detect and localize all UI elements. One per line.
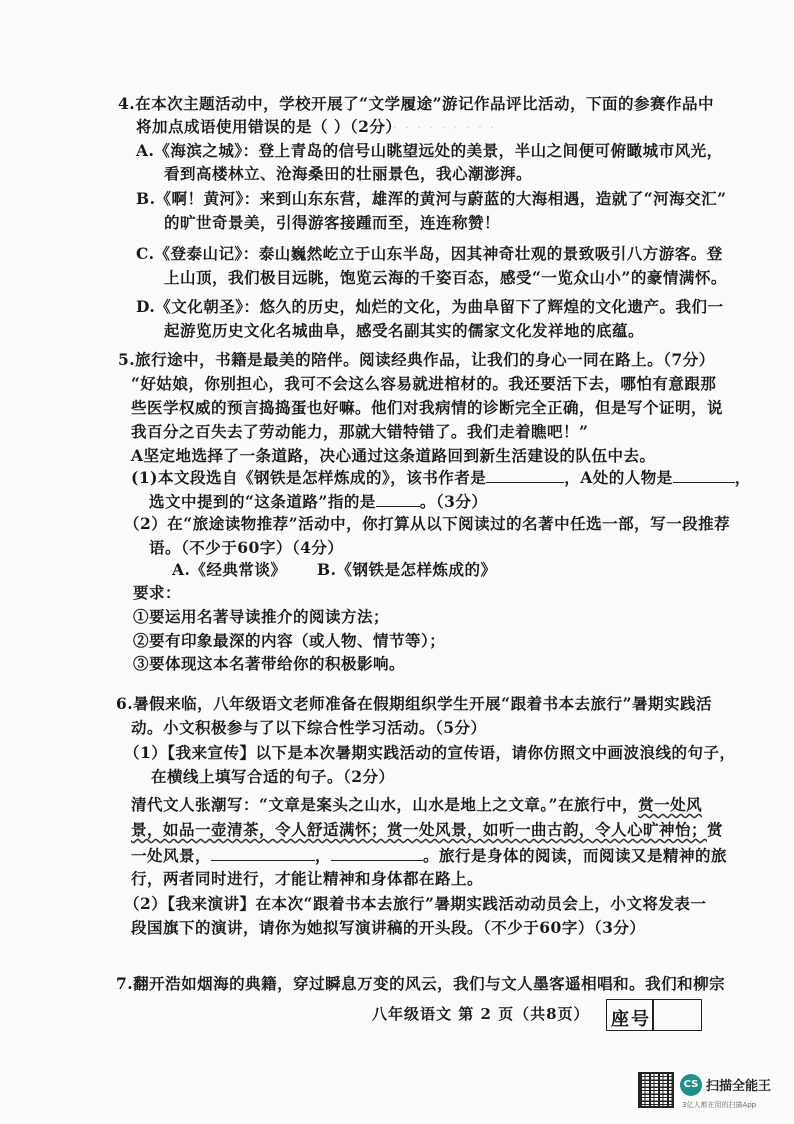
q5-requirement-3: ③要体现这本名著带给你的积极影响。 — [133, 654, 406, 673]
q4-option-a-line1: A.《海滨之城》：登上青岛的信号山眺望远处的美景，半山之间便可俯瞰城市风光， — [136, 141, 723, 160]
q6-sub2-line2: 段国旗下的演讲，请你为她拟写演讲稿的开头段。（不少于60字）（3分） — [131, 918, 646, 937]
seat-divider — [652, 1000, 654, 1030]
q7-stem: 7.翻开浩如烟海的典籍，穿过瞬息万变的风云，我们与文人墨客遥相唱和。我们和柳宗 — [116, 974, 726, 993]
seat-label: 座号 — [611, 1009, 651, 1030]
q6-quote-line1: 清代文人张潮写：“文章是案头之山水，山水是地上之文章。”在旅行中，赏一处风 — [131, 795, 703, 814]
q6-quote-line3: 一处风景， ， 。旅行是身体的阅读，而阅读又是精神的旅 — [131, 846, 728, 865]
q5-sub2-line2: 语。（不少于60字）（4分） — [149, 538, 344, 557]
q5-sub2-line1: （2）在“旅途读物推荐”活动中，你打算从以下阅读过的名著中任选一部，写一段推荐 — [124, 514, 731, 533]
seat-number-box — [606, 999, 702, 1031]
blank-sentence-2[interactable] — [331, 845, 423, 861]
q4-option-a-line2: 看到高楼林立、沧海桑田的壮丽景色，我心潮澎湃。 — [164, 164, 533, 183]
q6-quote-line2: 景，如品一壶清茶，令人舒适满怀；赏一处风景，如听一曲古韵，令人心旷神怡；赏 — [131, 820, 724, 839]
scanner-app-name: 扫描全能王 — [706, 1079, 772, 1094]
q5-requirements-label: 要求： — [133, 583, 182, 602]
blank-sentence-1[interactable] — [211, 845, 315, 861]
q4-stem-line1: 4.在本次主题活动中，学校开展了“文学履途”游记作品评比活动，下面的参赛作品中 — [118, 94, 715, 113]
q5-passage-line2: 些医学权威的预言捣捣蛋也好嘛。他们对我病情的诊断完全正确，但是写个证明，说 — [131, 398, 724, 417]
blank-road[interactable] — [376, 491, 420, 507]
q6-sub1-line2: 在横线上填写合适的句子。（2分） — [151, 767, 395, 786]
q4-option-c-line2: 上山顶，我们极目远眺，饱览云海的千姿百态，感受“一览众山小”的豪情满怀。 — [164, 268, 727, 287]
q6-quote-line4: 行，两者同时进行，才能让精神和身体都在路上。 — [131, 869, 484, 888]
q5-option-b: B.《钢铁是怎样炼成的》 — [317, 560, 497, 579]
blank-author[interactable] — [486, 467, 564, 483]
q5-requirement-2: ②要有印象最深的内容（或人物、情节等）； — [133, 631, 446, 650]
q5-passage-line4: A坚定地选择了一条道路，决心通过这条道路回到新生活建设的队伍中去。 — [131, 446, 656, 465]
scanner-app-tagline: 3亿人都在用的扫描App — [682, 1101, 757, 1109]
page-footer: 八年级语文 第 2 页（共8页） — [372, 1005, 590, 1023]
q5-sub1-line1: (1)本文段选自《钢铁是怎样炼成的》，该书作者是 ，A处的人物是 ， — [131, 468, 751, 487]
q6-stem-line2: 动。小文积极参与了以下综合性学习活动。（5分） — [131, 718, 487, 737]
qr-code-icon — [638, 1072, 674, 1108]
q6-sub2-line1: （2）【我来演讲】在本次“跟着书本去旅行”暑期实践活动动员会上，小文将发表一 — [124, 894, 707, 913]
q4-option-d-line2: 起游览历史文化名城曲阜，感受名副其实的儒家文化发祥地的底蕴。 — [164, 321, 645, 340]
q5-stem: 5.旅行途中，书籍是最美的陪伴。阅读经典作品，让我们的身心一同在路上。（7分） — [118, 350, 715, 369]
q4-option-d-line1: D.《文化朝圣》：悠久的历史，灿烂的文化，为曲阜留下了辉煌的文化遗产。我们一 — [136, 297, 724, 316]
q4-option-b-line2: 的旷世奇景美，引得游客接踵而至，连连称赞！ — [164, 213, 501, 232]
blank-person-a[interactable] — [673, 467, 735, 483]
q5-sub1-line2: 选文中提到的“这条道路”指的是 。（3分） — [149, 492, 488, 511]
q4-stem-line2: 将加点成语使用错误的是（ ）（2分） — [136, 117, 402, 136]
q6-sub1-line1: （1）【我来宣传】以下是本次暑期实践活动的宣传语，请你仿照文中画波浪线的句子， — [124, 743, 736, 762]
q5-requirement-1: ①要运用名著导读推介的阅读方法； — [133, 607, 390, 626]
q5-passage-line1: “好姑娘，你别担心，我可不会这么容易就进棺材的。我还要活下去，哪怕有意跟那 — [131, 374, 717, 393]
q4-option-c-line1: C.《登泰山记》：泰山巍然屹立于山东半岛，因其神奇壮观的景致吸引八方游客。登 — [136, 244, 723, 263]
bleed-through-text: · · · · · · · · · · — [380, 118, 496, 137]
q4-option-b-line1: B.《啊！黄河》：来到山东东营，雄浑的黄河与蔚蓝的大海相遇，造就了“河海交汇” — [136, 189, 727, 208]
q6-stem-line1: 6.暑假来临，八年级语文老师准备在假期组织学生开展“跟着书本去旅行”暑期实践活 — [116, 694, 713, 713]
q5-passage-line3: 我百分之百失去了劳动能力，那就大错特错了。我们走着瞧吧！” — [131, 422, 589, 441]
q5-option-a: A.《经典常谈》 — [172, 560, 287, 579]
camscanner-logo-icon: CS — [680, 1074, 702, 1096]
